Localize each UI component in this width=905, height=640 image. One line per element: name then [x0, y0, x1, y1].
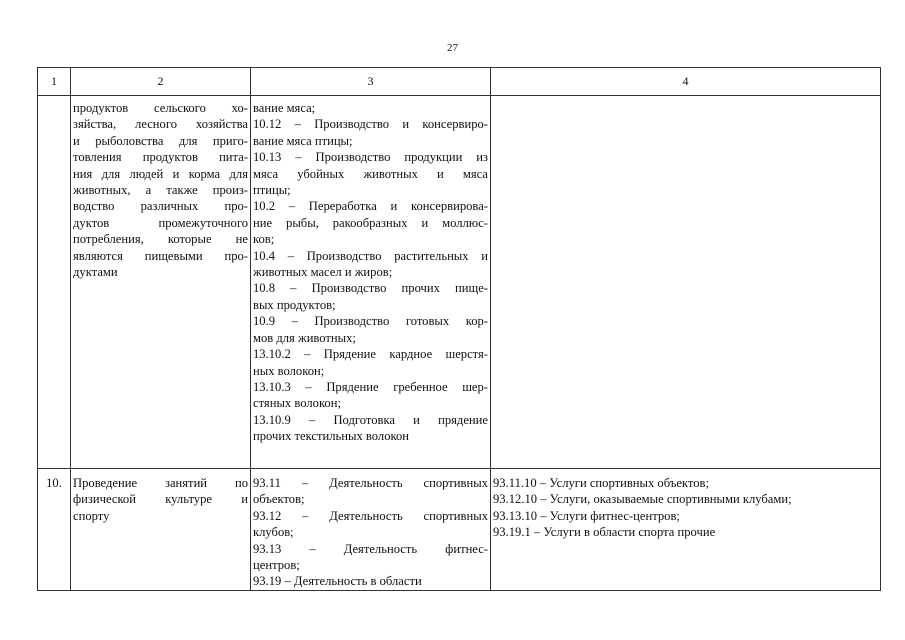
text-line: 10.4 – Производство растительных и	[253, 248, 488, 263]
okpd-services	[491, 96, 881, 469]
text-line: и рыболовства для приго-	[73, 133, 248, 148]
text-line: ние рыбы, ракообразных и моллюс-	[253, 215, 488, 230]
text-line: ния для людей и корма для	[73, 166, 248, 181]
table-header-row	[38, 68, 881, 96]
text-line: продуктов сельского хо-	[73, 101, 248, 115]
text-line: являются пищевыми про-	[73, 248, 248, 263]
text-line: 13.10.2 – Прядение кардное шерстя-	[253, 347, 488, 362]
text-line: вание мяса;	[253, 101, 316, 115]
text-line: водство различных про-	[73, 199, 248, 214]
text-line: стяных волокон;	[253, 396, 341, 411]
table-row	[38, 96, 881, 469]
header-col-3: 3	[251, 68, 491, 96]
text-line: 93.19.1 – Услуги в области спорта прочие	[493, 525, 716, 540]
text-line: 10.13 – Производство продукции из	[253, 150, 488, 165]
text-line: птицы;	[253, 183, 291, 198]
text-line: потребления, которые не	[73, 232, 248, 247]
text-line: ков;	[253, 232, 275, 247]
text-line: 93.13.10 – Услуги фитнес-центров;	[493, 508, 680, 523]
text-line: клубов;	[253, 525, 294, 540]
okpd-services	[491, 469, 881, 591]
text-line: дуктами	[73, 265, 118, 280]
text-line: 93.19 – Деятельность в области	[253, 574, 422, 589]
text-line: мов для животных;	[253, 330, 356, 345]
text-line: товления продуктов пита-	[73, 150, 248, 165]
activity-table	[37, 67, 881, 591]
text-line: 10.2 – Переработка и консервирова-	[253, 199, 488, 214]
text-line: спорту	[73, 508, 110, 523]
row-number	[38, 96, 71, 469]
header-col-2: 2	[71, 68, 251, 96]
text-line: дуктов промежуточного	[73, 215, 248, 230]
text-line: 13.10.9 – Подготовка и прядение	[253, 412, 488, 427]
header-col-4: 4	[491, 68, 881, 96]
text-line: ных волокон;	[253, 363, 325, 378]
text-line: 93.11 – Деятельность спортивных	[253, 476, 488, 490]
text-line: Проведение занятий по	[73, 476, 248, 490]
text-line: объектов;	[253, 492, 305, 507]
table-row	[38, 469, 881, 591]
okved-codes	[253, 475, 488, 590]
text-line: животных масел и жиров;	[253, 265, 393, 280]
text-line: 93.12.10 – Услуги, оказываемые спортивными клубами;	[493, 492, 792, 507]
row-number: 10.	[38, 469, 71, 591]
activity-description	[71, 469, 251, 591]
activity-description	[71, 96, 251, 469]
text-line: 93.13 – Деятельность фитнес-	[253, 541, 488, 556]
okved-codes-cell	[251, 469, 491, 591]
header-col-1: 1	[38, 68, 71, 96]
text-line: 13.10.3 – Прядение гребенное шер-	[253, 379, 488, 394]
text-line: мяса убойных животных и мяса	[253, 166, 488, 181]
text-line: 10.12 – Производство и консервиро-	[253, 117, 488, 132]
text-line: животных, а также произ-	[73, 183, 248, 198]
text-line: 10.8 – Производство прочих пище-	[253, 281, 488, 296]
okved-codes	[251, 96, 491, 469]
text-line: физической культуре и	[73, 492, 248, 507]
text-line: прочих текстильных волокон	[253, 429, 410, 444]
text-line: зяйства, лесного хозяйства	[73, 117, 248, 132]
text-line: вых продуктов;	[253, 297, 336, 312]
text-line: 93.11.10 – Услуги спортивных объектов;	[493, 476, 709, 490]
text-line: центров;	[253, 558, 300, 573]
text-line: вание мяса птицы;	[253, 133, 353, 148]
text-line: 10.9 – Производство готовых кор-	[253, 314, 488, 329]
text-line: 93.12 – Деятельность спортивных	[253, 508, 488, 523]
page-number: 27	[447, 42, 458, 54]
